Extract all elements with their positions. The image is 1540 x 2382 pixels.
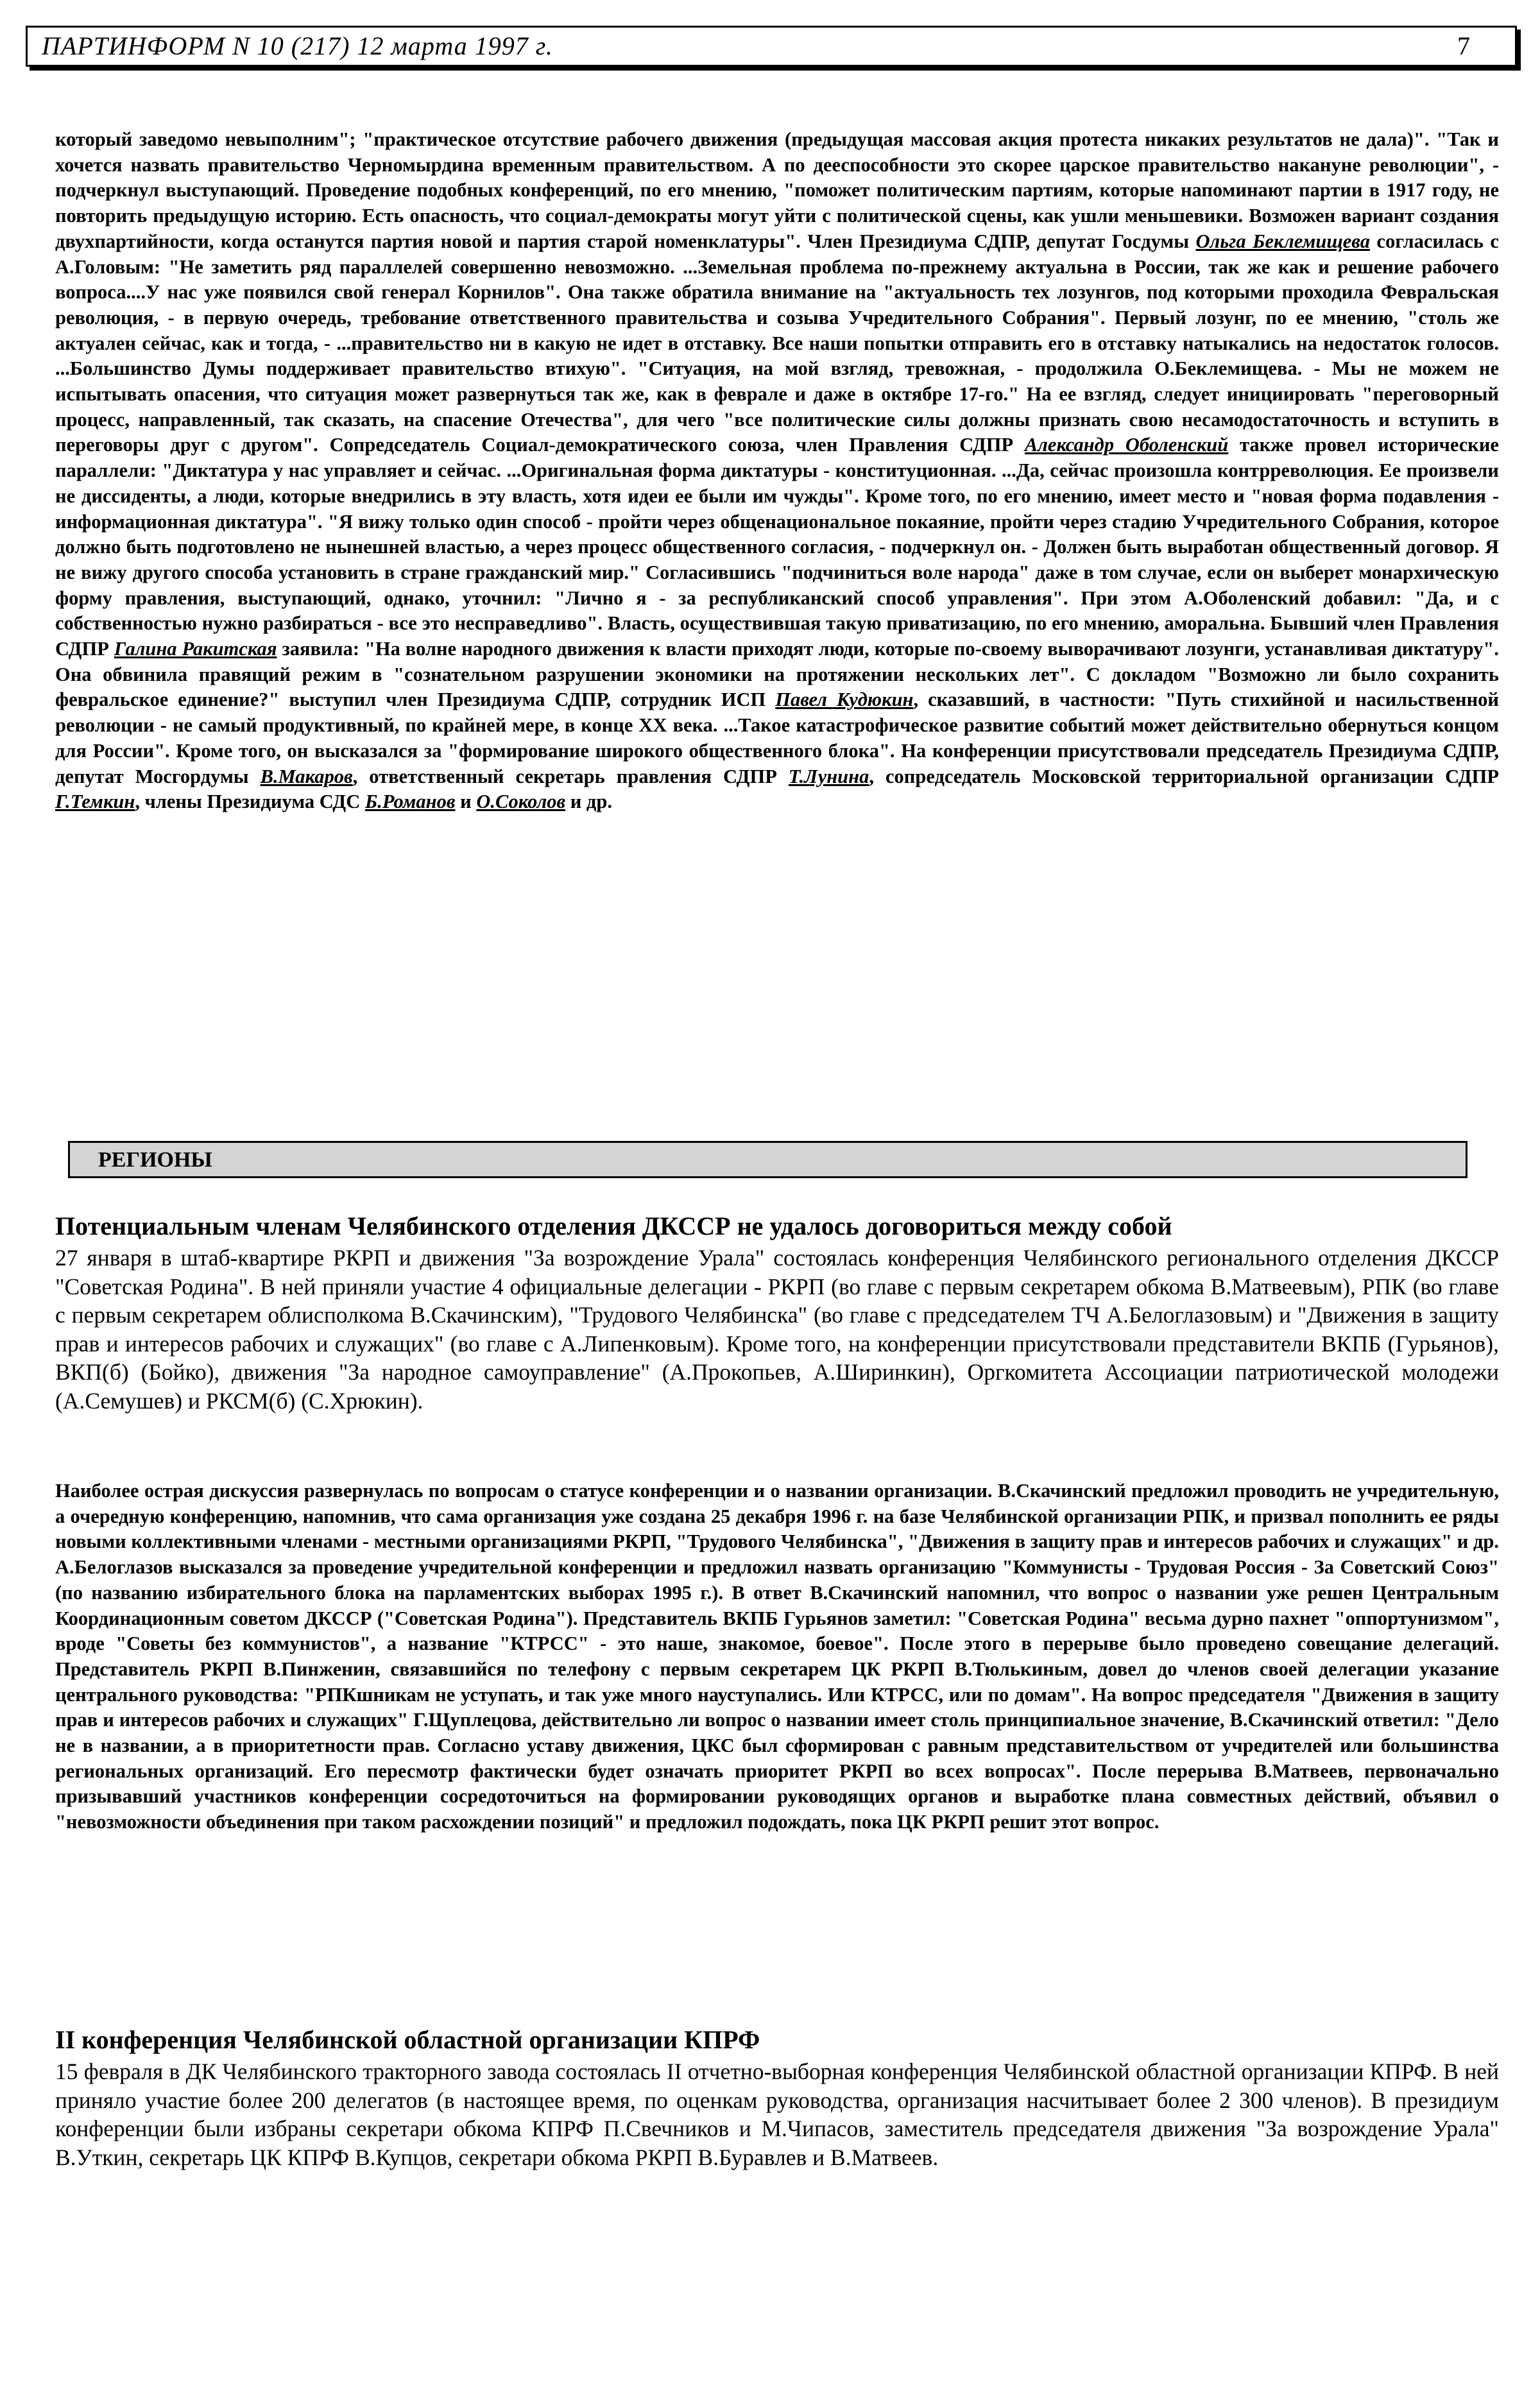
text-run: заявила: "На волне народного движения к власти приходят люди, которые по-своему выворачивают лозунги, устанавливая диктатуру". Она обвинила правящий режим в "сознательном разрушении экономики на протяжении нескольких лет". С докладом "Возможно ли было сохранить февральское единение?" выступил член Президиума СДПР, сотрудник ИСП [55,638,1499,711]
article-headline: Потенциальным членам Челябинского отделения ДКССР не удалось договориться между собой [55,1212,1172,1240]
person-name: Б.Романов [364,791,456,813]
article-body [55,1478,1499,1835]
article-headline: II конференция Челябинской областной организации КПРФ [55,2025,760,2054]
lead-paragraph: 15 февраля в ДК Челябинского тракторного завода состоялась II отчетно-выборная конференция Челябинской областной организации КПРФ. В ней приняло участие более 200 делегатов (в настоящее время, по оценкам руководства, организация насчитывает более 2 300 членов). В президиум конференции были избраны секретари обкома КПРФ П.Свечников и М.Чипасов, заместитель председателя движения "За возрождение Урала" В.Уткин, секретарь ЦК КПРФ В.Купцов, секретари обкома РКРП В.Буравлев и В.Матвеев. [55,2059,1499,2170]
person-name: Г.Темкин [55,791,135,813]
text-run: , сопредседатель Московской территориальной организации СДПР [869,765,1500,787]
article-continuation [55,127,1499,815]
text-run: который заведомо невыполним"; "практическое отсутствие рабочего движения (предыдущая массовая акция протеста никаких результатов не дала)". "Так и хочется назвать правительство Черномырдина временным правительством. А по дееспособности это скорее царское правительство накануне революции", - подчеркнул выступающий. Проведение подобных конференций, по его мнению, "поможет политическим партиям, которые напоминают партии в 1917 году, не повторить предыдущую историю. Есть опасность, что социал-демократы могут уйти с политической сцены, как ушли меньшевики. Возможен вариант создания двухпартийности, когда останутся партия новой и партия старой номенклатуры". Член Президиума СДПР, депутат Госдумы [55,128,1499,252]
text-run: согласилась с А.Головым: "Не заметить ряд параллелей совершенно невозможно. ...Земельная проблема по-прежнему актуальна в России, так же как и решение рабочего вопроса....У нас уже появился свой генерал Корнилов". Она также обратила внимание на "актуальность тех лозунгов, под которыми проходила Февральская революция, - в первую очередь, требование ответственного правительства и созыва Учредительного Собрания". Первый лозунг, по ее мнению, "столь же актуален сейчас, как и тогда, - ...правительство ни в какую не идет в отставку. Все наши попытки отправить его в отставку натыкались на недостаток голосов. ...Большинство Думы поддерживает правительство втихую". "Ситуация, на мой взгляд, тревожная, - продолжила О.Беклемищева. - Мы не можем не испытывать опасения, что ситуация может развернуться так же, как в феврале и даже в октябре 17-го." На ее взгляд, следует инициировать "переговорный процесс, направленный, так сказать, на спасение Отечества", для чего "все политические силы должны признать свою несамодостаточность и вступить в переговоры друг с другом". Сопредседатель Социал-демократического союза, член Правления СДПР [55,230,1499,456]
text-run: и др. [565,791,612,813]
person-name: Галина Ракитская [114,638,277,660]
page-header [26,26,1517,67]
section-banner [68,1141,1467,1178]
body-paragraph: Наиболее острая дискуссия развернулась по вопросам о статусе конференции и о названии организации. В.Скачинский предложил проводить не учредительную, а очередную конференцию, напомнив, что сама организация уже создана 25 декабря 1996 г. на базе Челябинской организации РПК, и призвал пополнить ее ряды новыми коллективными членами - местными организациями РКРП, "Трудового Челябинска", "Движения в защиту прав и интересов рабочих и служащих" и др. А.Белоглазов высказался за проведение учредительной конференции и предложил назвать организацию "Коммунисты - Трудовая Россия - За Советский Союз" (по названию избирательного блока на парламентских выборах 1995 г.). В ответ В.Скачинский напомнил, что вопрос о названии уже решен Центральным Координационным советом ДКССР ("Советская Родина"). Представитель ВКПБ Гурьянов заметил: "Советская Родина" весьма дурно пахнет "оппортунизмом", вроде "Советы без коммунистов", а название "КТРСС" - это наше, знакомое, боевое". После этого в перерыве было проведено совещание делегаций. Представитель РКРП В.Пинженин, связавшийся по телефону с первым секретарем ЦК РКРП В.Тюлькиным, довел до членов своей делегации указание центрального руководства: "РПКшникам не уступать, и так уже много науступались. Или КТРСС, или по домам". На вопрос председателя "Движения в защиту прав и интересов рабочих и служащих" Г.Щуплецова, действительно ли вопрос о названии имеет столь принципиальное значение, В.Скачинский ответил: "Дело не в названии, а в приоритетности прав. Согласно уставу движения, ЦКС был сформирован с равным представительством от учредителей или большинства региональных организаций. Его пересмотр фактически будет означать приоритет РКРП во всех вопросах". После перерыва В.Матвеев, первоначально призывавший участников конференции сосредоточиться на формировании руководящих органов и выработке плана совместных действий, объявил о "невозможности объединения при таком расхождении позиций" и предложил подождать, пока ЦК РКРП решит этот вопрос. [55,1480,1499,1833]
lead-paragraph: 27 января в штаб-квартире РКРП и движения "За возрождение Урала" состоялась конференция Челябинского регионального отделения ДКССР "Советская Родина". В ней приняли участие 4 официальные делегации - РКРП (во главе с первым секретарем обкома В.Матвеевым), РПК (во главе с первым секретарем облисполкома В.Скачинским), "Трудового Челябинска" (во главе с председателем ТЧ А.Белоглазовым) и "Движения в защиту прав и интересов рабочих и служащих" (во главе с А.Липенковым). Кроме того, на конференции присутствовали представители ВКПБ (Гурьянов), ВКП(б) (Бойко), движения "За народное самоуправление" (А.Прокопьев, А.Ширинкин), Оргкомитета Ассоциации патриотической молодежи (А.Семушев) и РКСМ(б) (С.Хрюкин). [55,1245,1499,1414]
person-name: Павел Кудюкин [775,689,914,711]
publication-title: ПАРТИНФОРМ N 10 (217) 12 марта 1997 г. [42,31,553,60]
text-run: , ответственный секретарь правления СДПР [352,765,789,787]
person-name: Александр Оболенский [1024,434,1229,456]
text-run: , сказавший, в частности: "Путь стихийной и насильственной революции - не самый продуктивный, по крайней мере, в конце XX века. ...Такое катастрофическое развитие событий может действительно обернуться концом для России". Кроме того, он высказался за "формирование широкого общественного блока". На конференции присутствовали председатель Президиума СДПР, депутат Мосгордумы [55,689,1500,787]
continuation-paragraph [55,127,1499,815]
page-number: 7 [1457,31,1470,60]
text-run: и [455,791,477,813]
person-name: Т.Лунина [788,765,869,787]
article-lead [55,1244,1499,1415]
text-run: также провел исторические параллели: "Диктатура у нас управляет и сейчас. ...Оригинальная форма диктатуры - конституционная. ...Да, сейчас произошла контрреволюция. Ее произвели не диссиденты, а люди, которые внедрились в эту власть, хотя идеи ее были им чужды". Кроме того, по его мнению, имеет место и "новая форма подавления - информационная диктатура". "Я вижу только один способ - пройти через общенациональное покаяние, пройти через стадию Учредительного Собрания, которое должно быть подготовлено не нынешней властью, а через процесс общественного согласия, - подчеркнул он. - Должен быть выработан общественный договор. Я не вижу другого способа установить в стране гражданский мир." Согласившись "подчиниться воле народа" даже в том случае, если он выберет монархическую форму правления, выступающий, однако, уточнил: "Лично я - за республиканский способ управления". При этом А.Оболенский добавил: "Да, и с собственностью нужно разбираться - все это несправедливо". Власть, осуществившая такую приватизацию, по его мнению, аморальна. Бывший член Правления СДПР [55,434,1499,660]
text-run: , члены Президиума СДС [135,791,365,813]
person-name: Ольга Беклемищева [1195,230,1370,252]
person-name: О.Соколов [476,791,566,813]
person-name: В.Макаров [260,765,353,787]
section-label: РЕГИОНЫ [98,1148,212,1172]
article-lead [55,2057,1499,2172]
